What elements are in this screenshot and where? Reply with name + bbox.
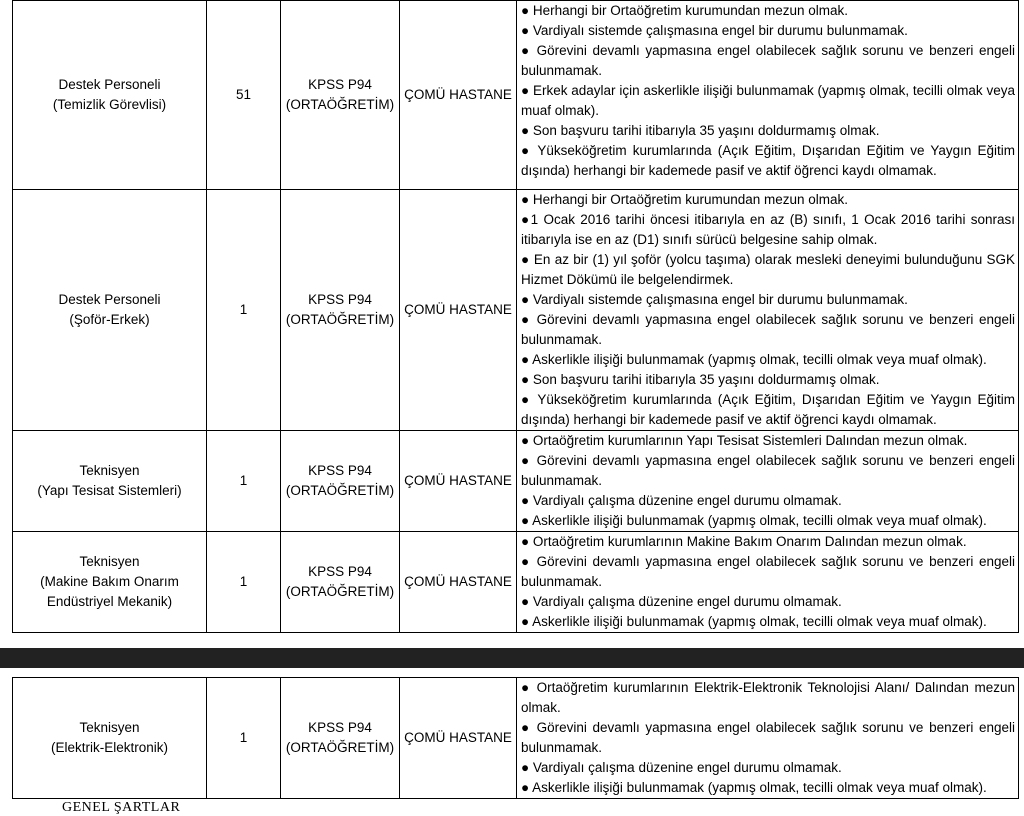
- position-title-cell-line: Teknisyen: [79, 554, 140, 569]
- requirement-item: ● Yükseköğretim kurumlarında (Açık Eğitim, Dışarıdan Eğitim ve Yaygın Eğitim dışında) herhangi bir kademede pasif ve aktif öğrenci kaydı olmamak.: [521, 143, 1015, 178]
- requirement-item: ● Ortaöğretim kurumlarının Elektrik-Elektronik Teknolojisi Alanı/ Dalından mezun olmak.: [521, 680, 1015, 715]
- page-break-bar: [0, 648, 1024, 668]
- position-count-cell: 1: [207, 678, 281, 799]
- position-table-body: [13, 678, 1019, 799]
- position-title-cell-line: Endüstriyel Mekanik): [46, 594, 173, 609]
- requirement-item: ● Ortaöğretim kurumlarının Yapı Tesisat Sistemleri Dalından mezun olmak.: [521, 433, 968, 448]
- position-table-body: [13, 1, 1019, 633]
- workplace-cell: ÇOMÜ HASTANE: [400, 1, 517, 190]
- exam-type-cell-line: KPSS P94: [308, 292, 372, 307]
- requirements-cell: [517, 190, 1019, 431]
- position-table-top: [12, 0, 1019, 633]
- workplace-cell: ÇOMÜ HASTANE: [400, 431, 517, 532]
- requirement-item: ● Son başvuru tarihi itibarıyla 35 yaşını doldurmamış olmak.: [521, 123, 880, 138]
- requirement-item: ● Vardiyalı sistemde çalışmasına engel bir durumu bulunmamak.: [521, 292, 908, 307]
- position-title-cell: [13, 1, 207, 190]
- position-title-cell: [13, 532, 207, 633]
- position-title-cell-line: (Temizlik Görevlisi): [52, 97, 167, 112]
- position-title-cell-line: Destek Personeli: [58, 292, 161, 307]
- position-title-cell-line: Teknisyen: [79, 720, 140, 735]
- requirement-item: ● Askerlikle ilişiği bulunmamak (yapmış olmak, tecilli olmak veya muaf olmak).: [521, 780, 987, 795]
- position-title-cell-line: Teknisyen: [79, 463, 140, 478]
- exam-type-cell: [281, 431, 400, 532]
- workplace-cell: ÇOMÜ HASTANE: [400, 532, 517, 633]
- requirement-item: ● Ortaöğretim kurumlarının Makine Bakım Onarım Dalından mezun olmak.: [521, 534, 967, 549]
- position-title-cell: [13, 190, 207, 431]
- requirements-cell: [517, 678, 1019, 799]
- position-count-cell: 1: [207, 190, 281, 431]
- exam-type-cell-line: (ORTAÖĞRETİM): [285, 584, 395, 599]
- requirement-item: ● Görevini devamlı yapmasına engel olabilecek sağlık sorunu ve benzeri engeli bulunmamak.: [521, 720, 1015, 755]
- exam-type-cell-line: (ORTAÖĞRETİM): [285, 97, 395, 112]
- requirements-cell: [517, 431, 1019, 532]
- position-title-cell-line: (Makine Bakım Onarım: [40, 574, 179, 589]
- exam-type-cell-line: (ORTAÖĞRETİM): [285, 483, 395, 498]
- requirement-item: ● Görevini devamlı yapmasına engel olabilecek sağlık sorunu ve benzeri engeli bulunmamak.: [521, 554, 1015, 589]
- requirement-item: ● Son başvuru tarihi itibarıyla 35 yaşını doldurmamış olmak.: [521, 372, 880, 387]
- requirement-item: ● Askerlikle ilişiği bulunmamak (yapmış olmak, tecilli olmak veya muaf olmak).: [521, 352, 987, 367]
- requirement-item: ● Görevini devamlı yapmasına engel olabilecek sağlık sorunu ve benzeri engeli bulunmamak.: [521, 453, 1015, 488]
- position-row: [13, 1, 1019, 190]
- position-row: [13, 532, 1019, 633]
- requirements-cell: [517, 1, 1019, 190]
- requirement-item: ● Vardiyalı çalışma düzenine engel durumu olmamak.: [521, 760, 842, 775]
- exam-type-cell-line: KPSS P94: [308, 564, 372, 579]
- requirement-item: ●1 Ocak 2016 tarihi öncesi itibarıyla en az (B) sınıfı, 1 Ocak 2016 tarihi sonrası itibarıyla ise en az (D1) sınıfı sürücü belgesine sahip olmak.: [521, 212, 1015, 247]
- requirement-item: ● Vardiyalı çalışma düzenine engel durumu olmamak.: [521, 493, 842, 508]
- requirement-item: ● Vardiyalı çalışma düzenine engel durumu olmamak.: [521, 594, 842, 609]
- position-row: [13, 678, 1019, 799]
- position-title-cell-line: Destek Personeli: [58, 77, 161, 92]
- position-table-bottom: [12, 677, 1019, 799]
- exam-type-cell: [281, 190, 400, 431]
- exam-type-cell-line: (ORTAÖĞRETİM): [285, 312, 395, 327]
- position-row: [13, 190, 1019, 431]
- requirement-item: ● Askerlikle ilişiği bulunmamak (yapmış olmak, tecilli olmak veya muaf olmak).: [521, 513, 987, 528]
- position-title-cell-line: (Elektrik-Elektronik): [50, 740, 169, 755]
- workplace-cell: ÇOMÜ HASTANE: [400, 190, 517, 431]
- position-count-cell: 1: [207, 532, 281, 633]
- position-row: [13, 431, 1019, 532]
- exam-type-cell-line: KPSS P94: [308, 77, 372, 92]
- exam-type-cell-line: (ORTAÖĞRETİM): [285, 740, 395, 755]
- position-count-cell: 51: [207, 1, 281, 190]
- exam-type-cell: [281, 678, 400, 799]
- general-conditions-heading: GENEL ŞARTLAR: [62, 800, 181, 815]
- requirement-item: ● Yükseköğretim kurumlarında (Açık Eğitim, Dışarıdan Eğitim ve Yaygın Eğitim dışında) herhangi bir kademede pasif ve aktif öğrenci kaydı olmamak.: [521, 392, 1015, 427]
- requirement-item: ● Görevini devamlı yapmasına engel olabilecek sağlık sorunu ve benzeri engeli bulunmamak.: [521, 312, 1015, 347]
- requirement-item: ● Görevini devamlı yapmasına engel olabilecek sağlık sorunu ve benzeri engeli bulunmamak.: [521, 43, 1015, 78]
- requirement-item: ● Vardiyalı sistemde çalışmasına engel bir durumu bulunmamak.: [521, 23, 908, 38]
- position-title-cell: [13, 431, 207, 532]
- position-count-cell: 1: [207, 431, 281, 532]
- requirement-item: ● Herhangi bir Ortaöğretim kurumundan mezun olmak.: [521, 192, 849, 207]
- requirement-item: ● Erkek adaylar için askerlikle ilişiği bulunmamak (yapmış olmak, tecilli olmak veya muaf olmak).: [521, 83, 1015, 118]
- exam-type-cell: [281, 1, 400, 190]
- requirement-item: ● Askerlikle ilişiği bulunmamak (yapmış olmak, tecilli olmak veya muaf olmak).: [521, 614, 987, 629]
- requirements-cell: [517, 532, 1019, 633]
- position-title-cell: [13, 678, 207, 799]
- exam-type-cell-line: KPSS P94: [308, 720, 372, 735]
- exam-type-cell-line: KPSS P94: [308, 463, 372, 478]
- exam-type-cell: [281, 532, 400, 633]
- position-title-cell-line: (Yapı Tesisat Sistemleri): [37, 483, 182, 498]
- requirement-item: ● En az bir (1) yıl şoför (yolcu taşıma) olarak mesleki deneyimi bulunduğunu SGK Hizmet Dökümü ile belgelendirmek.: [521, 252, 1015, 287]
- requirement-item: ● Herhangi bir Ortaöğretim kurumundan mezun olmak.: [521, 3, 849, 18]
- workplace-cell: ÇOMÜ HASTANE: [400, 678, 517, 799]
- position-title-cell-line: (Şoför-Erkek): [69, 312, 150, 327]
